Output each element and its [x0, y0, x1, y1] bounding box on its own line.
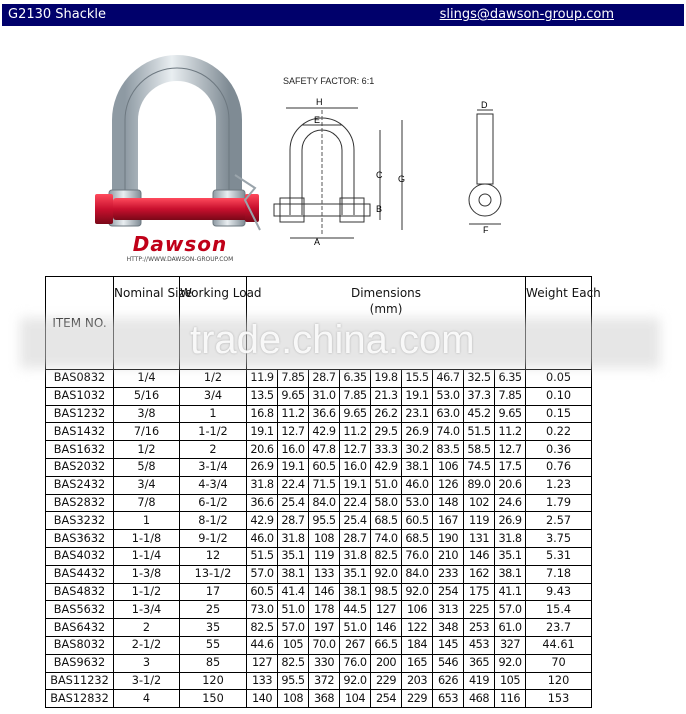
- dimension-cell: 105: [495, 672, 526, 690]
- dimension-cell: 225: [464, 601, 495, 619]
- dimension-cell: 119: [309, 547, 340, 565]
- dimension-cell: 82.5: [247, 619, 278, 637]
- dim-label-b: B: [376, 204, 383, 214]
- dimension-cell: 37.3: [464, 387, 495, 405]
- weight-cell: 0.10: [526, 387, 592, 405]
- dimension-cell: 203: [402, 672, 433, 690]
- dimension-cell: 26.9: [495, 512, 526, 530]
- dimension-cell: 28.7: [309, 370, 340, 388]
- working-load-cell: 3-1/4: [180, 458, 247, 476]
- dimension-cell: 92.0: [495, 654, 526, 672]
- nominal-size-cell: 1-3/4: [114, 601, 180, 619]
- dimension-cell: 76.0: [340, 654, 371, 672]
- dimension-cell: 53.0: [433, 387, 464, 405]
- dimension-cell: 44.6: [247, 636, 278, 654]
- table-row: [46, 583, 592, 601]
- dimension-cell: 58.0: [371, 494, 402, 512]
- dim-label-h: H: [316, 97, 323, 107]
- dimension-cell: 22.4: [278, 476, 309, 494]
- dimension-cell: 92.0: [340, 672, 371, 690]
- dimension-cell: 468: [464, 690, 495, 708]
- working-load-cell: 12: [180, 547, 247, 565]
- dimension-cell: 51.0: [278, 601, 309, 619]
- weight-cell: 1.23: [526, 476, 592, 494]
- dimension-cell: 126: [433, 476, 464, 494]
- dimension-cell: 71.5: [309, 476, 340, 494]
- weight-cell: 23.7: [526, 619, 592, 637]
- item-no-cell: BAS4432: [46, 565, 114, 583]
- header-dimensions-unit: (mm): [369, 302, 403, 316]
- dimension-cell: 108: [278, 690, 309, 708]
- dimension-cell: 19.1: [402, 387, 433, 405]
- dimension-cell: 98.5: [371, 583, 402, 601]
- nominal-size-cell: 3/8: [114, 405, 180, 423]
- dawson-logo: [120, 232, 240, 263]
- nominal-size-cell: 2: [114, 619, 180, 637]
- dimension-cell: 63.0: [433, 405, 464, 423]
- dimension-cell: 327: [495, 636, 526, 654]
- item-no-cell: BAS3232: [46, 512, 114, 530]
- weight-cell: 2.57: [526, 512, 592, 530]
- nominal-size-cell: 1-1/2: [114, 583, 180, 601]
- working-load-cell: 55: [180, 636, 247, 654]
- working-load-cell: 35: [180, 619, 247, 637]
- weight-cell: 5.31: [526, 547, 592, 565]
- item-no-cell: BAS1432: [46, 423, 114, 441]
- dimension-cell: 146: [371, 619, 402, 637]
- dimension-cell: 122: [402, 619, 433, 637]
- table-row: [46, 405, 592, 423]
- working-load-cell: 2: [180, 441, 247, 459]
- email-link[interactable]: slings@dawson-group.com: [439, 7, 614, 22]
- dimension-cell: 6.35: [340, 370, 371, 388]
- dim-label-e: E: [314, 115, 321, 125]
- weight-cell: 153: [526, 690, 592, 708]
- dimension-cell: 102: [464, 494, 495, 512]
- logo-brand: Dawson: [132, 232, 228, 256]
- item-no-cell: BAS0832: [46, 370, 114, 388]
- header-working-load: Working Load: [180, 277, 247, 370]
- dimension-cell: 51.0: [371, 476, 402, 494]
- nominal-size-cell: 3/4: [114, 476, 180, 494]
- weight-cell: 0.76: [526, 458, 592, 476]
- dimension-cell: 453: [464, 636, 495, 654]
- dimension-cell: 254: [371, 690, 402, 708]
- dimension-cell: 35.1: [278, 547, 309, 565]
- dimension-cell: 178: [309, 601, 340, 619]
- dimension-cell: 26.2: [371, 405, 402, 423]
- dimension-cell: 313: [433, 601, 464, 619]
- table-row: [46, 512, 592, 530]
- dimension-cell: 16.0: [340, 458, 371, 476]
- watermark-text: trade.china.com: [190, 318, 475, 362]
- dimension-cell: 6.35: [495, 370, 526, 388]
- dimension-cell: 31.8: [495, 530, 526, 548]
- dimension-cell: 106: [402, 601, 433, 619]
- header-bar: [2, 4, 684, 26]
- dimension-cell: 12.7: [340, 441, 371, 459]
- dimension-cell: 131: [464, 530, 495, 548]
- working-load-cell: 4-3/4: [180, 476, 247, 494]
- dimension-cell: 36.6: [247, 494, 278, 512]
- dimension-cell: 95.5: [309, 512, 340, 530]
- dimension-cell: 83.5: [433, 441, 464, 459]
- dim-label-c: C: [376, 170, 383, 180]
- table-row: [46, 672, 592, 690]
- dimension-cell: 21.3: [371, 387, 402, 405]
- dimension-cell: 7.85: [278, 370, 309, 388]
- dimension-cell: 60.5: [402, 512, 433, 530]
- dimension-cell: 31.8: [340, 547, 371, 565]
- dimension-cell: 35.1: [495, 547, 526, 565]
- dimension-cell: 68.5: [402, 530, 433, 548]
- header-dimensions-label: Dimensions: [350, 286, 422, 300]
- dimension-cell: 19.8: [371, 370, 402, 388]
- dimension-cell: 30.2: [402, 441, 433, 459]
- dimension-cell: 38.1: [340, 583, 371, 601]
- dimension-cell: 25.4: [278, 494, 309, 512]
- dimension-cell: 74.5: [464, 458, 495, 476]
- weight-cell: 0.36: [526, 441, 592, 459]
- working-load-cell: 1: [180, 405, 247, 423]
- dimension-cell: 95.5: [278, 672, 309, 690]
- dimension-cell: 175: [464, 583, 495, 601]
- dimension-cell: 116: [495, 690, 526, 708]
- dimension-cell: 92.0: [402, 583, 433, 601]
- header-weight: Weight Each: [526, 277, 592, 370]
- dimension-cell: 73.0: [247, 601, 278, 619]
- dimension-cell: 653: [433, 690, 464, 708]
- weight-cell: 70: [526, 654, 592, 672]
- table-row: [46, 476, 592, 494]
- nominal-size-cell: 1-3/8: [114, 565, 180, 583]
- nominal-size-cell: 4: [114, 690, 180, 708]
- dimension-cell: 74.0: [433, 423, 464, 441]
- dimension-cell: 26.9: [402, 423, 433, 441]
- nominal-size-cell: 5/16: [114, 387, 180, 405]
- dimension-cell: 70.0: [309, 636, 340, 654]
- table-row: [46, 423, 592, 441]
- dimension-cell: 32.5: [464, 370, 495, 388]
- table-row: [46, 690, 592, 708]
- dimension-cell: 348: [433, 619, 464, 637]
- dimension-cell: 229: [371, 672, 402, 690]
- dimension-cell: 145: [433, 636, 464, 654]
- dimension-cell: 372: [309, 672, 340, 690]
- item-no-cell: BAS1632: [46, 441, 114, 459]
- item-no-cell: BAS3632: [46, 530, 114, 548]
- dimension-cell: 51.5: [247, 547, 278, 565]
- dimension-cell: 31.8: [278, 530, 309, 548]
- weight-cell: 120: [526, 672, 592, 690]
- dimension-cell: 419: [464, 672, 495, 690]
- dimension-cell: 66.5: [371, 636, 402, 654]
- nominal-size-cell: 1-1/4: [114, 547, 180, 565]
- item-no-cell: BAS6432: [46, 619, 114, 637]
- dimension-cell: 140: [247, 690, 278, 708]
- dimension-cell: 330: [309, 654, 340, 672]
- dimension-cell: 16.0: [278, 441, 309, 459]
- dimension-cell: 92.0: [371, 565, 402, 583]
- dimension-cell: 11.2: [495, 423, 526, 441]
- working-load-cell: 1/2: [180, 370, 247, 388]
- nominal-size-cell: 1/4: [114, 370, 180, 388]
- weight-cell: 0.22: [526, 423, 592, 441]
- dimension-cell: 29.5: [371, 423, 402, 441]
- dimension-cell: 19.1: [247, 423, 278, 441]
- dimension-cell: 51.5: [464, 423, 495, 441]
- working-load-cell: 8-1/2: [180, 512, 247, 530]
- dimension-cell: 26.9: [247, 458, 278, 476]
- working-load-cell: 120: [180, 672, 247, 690]
- table-row: [46, 530, 592, 548]
- item-no-cell: BAS4032: [46, 547, 114, 565]
- nominal-size-cell: 1/2: [114, 441, 180, 459]
- item-no-cell: BAS11232: [46, 672, 114, 690]
- dimension-cell: 104: [340, 690, 371, 708]
- table-row: [46, 441, 592, 459]
- dimension-cell: 57.0: [278, 619, 309, 637]
- dimension-cell: 44.5: [340, 601, 371, 619]
- dimension-cell: 9.65: [278, 387, 309, 405]
- dimension-cell: 165: [402, 654, 433, 672]
- weight-cell: 1.79: [526, 494, 592, 512]
- dimension-cell: 31.0: [309, 387, 340, 405]
- logo-url: HTTP://WWW.DAWSON-GROUP.COM: [126, 256, 234, 263]
- dimension-cell: 82.5: [278, 654, 309, 672]
- dimension-cell: 45.2: [464, 405, 495, 423]
- item-no-cell: BAS1032: [46, 387, 114, 405]
- working-load-cell: 150: [180, 690, 247, 708]
- dimension-cell: 546: [433, 654, 464, 672]
- dimension-cell: 167: [433, 512, 464, 530]
- shackle-side-view-drawing: [455, 100, 535, 250]
- dimension-cell: 60.5: [309, 458, 340, 476]
- dimension-cell: 16.8: [247, 405, 278, 423]
- dimension-cell: 84.0: [309, 494, 340, 512]
- dimension-cell: 253: [464, 619, 495, 637]
- dimension-cell: 365: [464, 654, 495, 672]
- dim-label-a: A: [314, 237, 321, 247]
- table-row: [46, 601, 592, 619]
- dimension-cell: 22.4: [340, 494, 371, 512]
- weight-cell: 7.18: [526, 565, 592, 583]
- item-no-cell: BAS2032: [46, 458, 114, 476]
- working-load-cell: 17: [180, 583, 247, 601]
- dimension-cell: 15.5: [402, 370, 433, 388]
- nominal-size-cell: 1: [114, 512, 180, 530]
- dimension-cell: 38.1: [278, 565, 309, 583]
- dimension-cell: 28.7: [340, 530, 371, 548]
- dimension-cell: 11.2: [340, 423, 371, 441]
- table-row: [46, 565, 592, 583]
- weight-cell: 0.05: [526, 370, 592, 388]
- table-row: [46, 636, 592, 654]
- dimension-cell: 20.6: [495, 476, 526, 494]
- dimension-cell: 41.1: [495, 583, 526, 601]
- table-row: [46, 370, 592, 388]
- dimension-cell: 36.6: [309, 405, 340, 423]
- dimension-cell: 12.7: [495, 441, 526, 459]
- dimension-cell: 57.0: [247, 565, 278, 583]
- nominal-size-cell: 7/16: [114, 423, 180, 441]
- dimension-cell: 13.5: [247, 387, 278, 405]
- dimension-cell: 23.1: [402, 405, 433, 423]
- dimension-cell: 7.85: [495, 387, 526, 405]
- header-nominal-size: Nominal Size: [114, 277, 180, 370]
- dimension-cell: 127: [371, 601, 402, 619]
- dimension-cell: 7.85: [340, 387, 371, 405]
- dimension-cell: 184: [402, 636, 433, 654]
- item-no-cell: BAS2832: [46, 494, 114, 512]
- dimension-cell: 197: [309, 619, 340, 637]
- page-title: G2130 Shackle: [8, 7, 107, 22]
- dimension-cell: 12.7: [278, 423, 309, 441]
- dimension-cell: 82.5: [371, 547, 402, 565]
- dimension-cell: 190: [433, 530, 464, 548]
- dimension-cell: 133: [247, 672, 278, 690]
- dimension-cell: 626: [433, 672, 464, 690]
- weight-cell: 0.15: [526, 405, 592, 423]
- working-load-cell: 6-1/2: [180, 494, 247, 512]
- dim-label-g: G: [398, 174, 406, 184]
- weight-cell: 15.4: [526, 601, 592, 619]
- dimension-cell: 368: [309, 690, 340, 708]
- dimension-cell: 233: [433, 565, 464, 583]
- dimension-cell: 9.65: [495, 405, 526, 423]
- table-row: [46, 494, 592, 512]
- dimension-cell: 60.5: [247, 583, 278, 601]
- dimension-cell: 17.5: [495, 458, 526, 476]
- dimension-cell: 28.7: [278, 512, 309, 530]
- nominal-size-cell: 1-1/8: [114, 530, 180, 548]
- dimension-cell: 38.1: [402, 458, 433, 476]
- dimension-cell: 53.0: [402, 494, 433, 512]
- safety-factor-label: SAFETY FACTOR: 6:1: [283, 76, 375, 86]
- dimension-cell: 47.8: [309, 441, 340, 459]
- dimension-cell: 46.0: [402, 476, 433, 494]
- item-no-cell: BAS2432: [46, 476, 114, 494]
- dimension-cell: 133: [309, 565, 340, 583]
- dim-label-f: F: [483, 225, 489, 235]
- table-row: [46, 619, 592, 637]
- dimension-cell: 33.3: [371, 441, 402, 459]
- nominal-size-cell: 3-1/2: [114, 672, 180, 690]
- dimension-cell: 25.4: [340, 512, 371, 530]
- dimension-cell: 267: [340, 636, 371, 654]
- dimension-cell: 76.0: [402, 547, 433, 565]
- dimension-cell: 11.9: [247, 370, 278, 388]
- dimension-cell: 108: [309, 530, 340, 548]
- nominal-size-cell: 3: [114, 654, 180, 672]
- dimension-cell: 148: [433, 494, 464, 512]
- dimension-cell: 146: [309, 583, 340, 601]
- table-row: [46, 547, 592, 565]
- dimension-cell: 106: [433, 458, 464, 476]
- nominal-size-cell: 2-1/2: [114, 636, 180, 654]
- dimension-cell: 89.0: [464, 476, 495, 494]
- dimension-cell: 11.2: [278, 405, 309, 423]
- item-no-cell: BAS8032: [46, 636, 114, 654]
- working-load-cell: 1-1/2: [180, 423, 247, 441]
- dimension-cell: 42.9: [309, 423, 340, 441]
- weight-cell: 3.75: [526, 530, 592, 548]
- dimension-cell: 19.1: [340, 476, 371, 494]
- dimension-cell: 57.0: [495, 601, 526, 619]
- working-load-cell: 9-1/2: [180, 530, 247, 548]
- dimension-cell: 31.8: [247, 476, 278, 494]
- weight-cell: 44.61: [526, 636, 592, 654]
- dimension-cell: 24.6: [495, 494, 526, 512]
- item-no-cell: BAS9632: [46, 654, 114, 672]
- dimension-cell: 105: [278, 636, 309, 654]
- dimension-cell: 127: [247, 654, 278, 672]
- nominal-size-cell: 7/8: [114, 494, 180, 512]
- working-load-cell: 13-1/2: [180, 565, 247, 583]
- dimension-cell: 119: [464, 512, 495, 530]
- item-no-cell: BAS12832: [46, 690, 114, 708]
- dimension-cell: 9.65: [340, 405, 371, 423]
- dimension-cell: 42.9: [247, 512, 278, 530]
- dimension-cell: 42.9: [371, 458, 402, 476]
- working-load-cell: 85: [180, 654, 247, 672]
- dimension-cell: 229: [402, 690, 433, 708]
- dimension-cell: 61.0: [495, 619, 526, 637]
- dimension-cell: 19.1: [278, 458, 309, 476]
- dimension-cell: 46.0: [247, 530, 278, 548]
- working-load-cell: 3/4: [180, 387, 247, 405]
- dimension-cell: 68.5: [371, 512, 402, 530]
- dimension-cell: 146: [464, 547, 495, 565]
- dimension-cell: 210: [433, 547, 464, 565]
- dimension-cell: 38.1: [495, 565, 526, 583]
- item-no-cell: BAS1232: [46, 405, 114, 423]
- table-row: [46, 458, 592, 476]
- dimension-cell: 254: [433, 583, 464, 601]
- dimension-cell: 51.0: [340, 619, 371, 637]
- dimension-cell: 84.0: [402, 565, 433, 583]
- dim-label-d: D: [481, 100, 488, 110]
- dimension-cell: 200: [371, 654, 402, 672]
- item-no-cell: BAS5632: [46, 601, 114, 619]
- item-no-cell: BAS4832: [46, 583, 114, 601]
- dimension-cell: 46.7: [433, 370, 464, 388]
- dimension-cell: 58.5: [464, 441, 495, 459]
- dimension-cell: 162: [464, 565, 495, 583]
- nominal-size-cell: 5/8: [114, 458, 180, 476]
- weight-cell: 9.43: [526, 583, 592, 601]
- table-row: [46, 387, 592, 405]
- dimension-cell: 20.6: [247, 441, 278, 459]
- working-load-cell: 25: [180, 601, 247, 619]
- dimension-cell: 35.1: [340, 565, 371, 583]
- table-row: [46, 654, 592, 672]
- dimension-cell: 41.4: [278, 583, 309, 601]
- dimension-cell: 74.0: [371, 530, 402, 548]
